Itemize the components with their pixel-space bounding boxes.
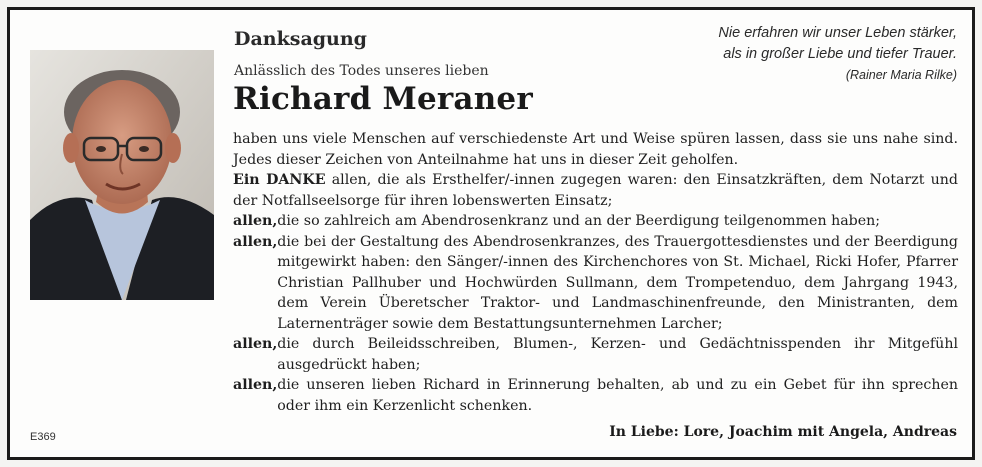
list-item [233,375,958,416]
heading: Danksagung [234,28,367,50]
opening-paragraph: haben uns viele Menschen auf verschiedenste Art und Weise spüren lassen, dass sie uns nahe sind. Jedes dieser Zeichen von Anteilnahme hat uns in dieser Zeit geholfen. [233,131,958,168]
deceased-name: Richard Meraner [233,81,533,117]
quote-line-1: Nie erfahren wir unser Leben stärker, [718,25,957,41]
item-text: die unseren lieben Richard in Erinnerung behalten, ab und zu ein Gebet für ihn sprechen oder ihm ein Kerzenlicht schenken. [277,377,958,414]
signature: In Liebe: Lore, Joachim mit Angela, Andreas [609,424,957,440]
list-item [233,334,958,375]
quote-author: (Rainer Maria Rilke) [845,68,957,82]
thanks-text: allen, die als Ersthelfer/-innen zugegen waren: den Einsatzkräften, dem Notarzt und der Notfallseelsorge für ihren lobenswerten Einsatz; [233,172,958,209]
item-lead: allen, [233,336,278,352]
quote-line-2: als in großer Liebe und tiefer Trauer. [723,46,957,62]
thanks-paragraph [233,170,958,211]
thanks-lead: Ein DANKE [233,172,326,188]
list-item [233,211,958,232]
item-text: die durch Beileidsschreiben, Blumen-, Kerzen- und Gedächtnisspenden ihr Mitgefühl ausgedrückt haben; [277,336,958,373]
quote [718,23,957,86]
item-lead: allen, [233,213,278,229]
item-lead: allen, [233,233,278,250]
list-item [233,232,958,335]
item-lead: allen, [233,377,278,393]
intro-text: Anlässlich des Todes unseres lieben [234,63,489,79]
portrait-photo [30,50,214,300]
item-text: die bei der Gestaltung des Abendrosenkranzes, des Trauergottesdienstes und der Beerdigung mitgewirkt haben: den Sänger/-innen des Kirchenchores von St. Michael, Ricki Hofer, Pfarrer Christian Pallhuber und Hochwürden Sullmann, dem Trompetenduo, dem Jahrgang 1943, dem Verein Überetscher Traktor- und Landmaschinenfreunde, den Ministranten, dem Laternenträger sowie dem Bestattungsunternehmen Larcher; [277,233,958,332]
obituary-card [7,7,975,460]
item-text: die so zahlreich am Abendrosenkranz und an der Beerdigung teilgenommen haben; [277,213,881,229]
message-body [233,129,958,416]
ad-code: E369 [30,431,56,443]
